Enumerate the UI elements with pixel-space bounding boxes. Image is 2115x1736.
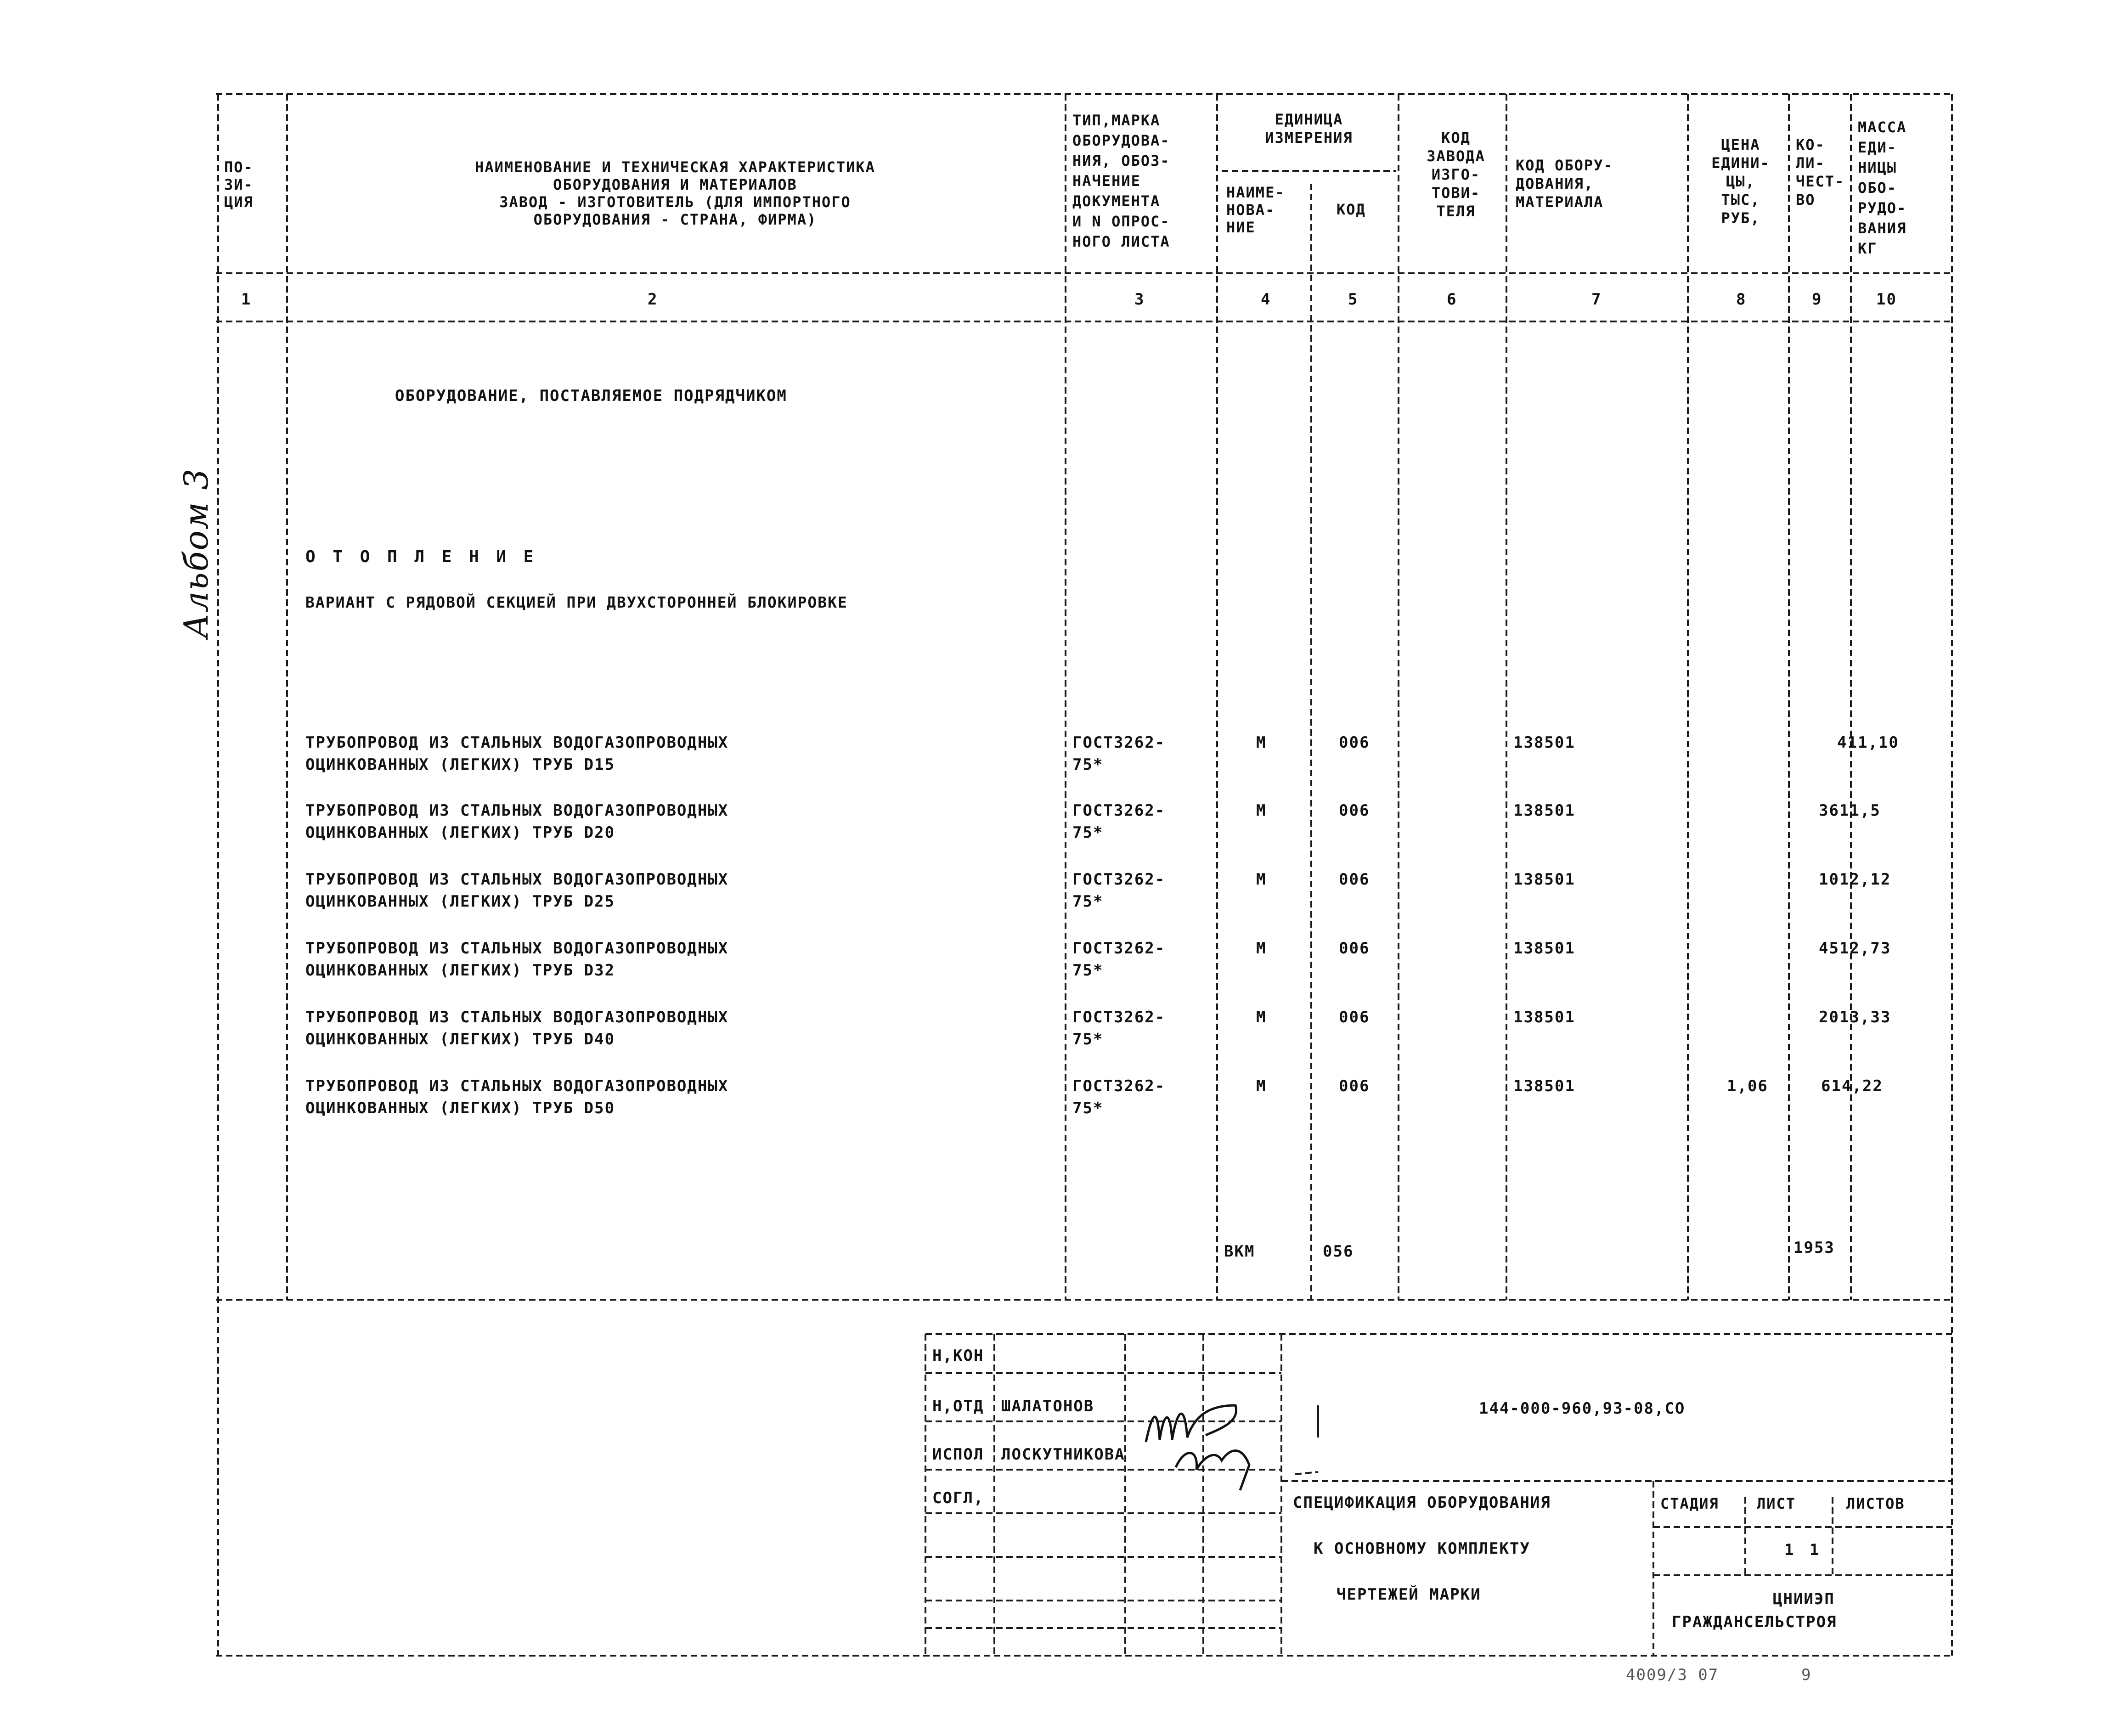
variant-line: ВАРИАНТ С РЯДОВОЙ СЕКЦИЕЙ ПРИ ДВУХСТОРОННЕЙ БЛОКИРОВКЕ bbox=[305, 593, 848, 611]
col-number-7: 7 bbox=[1591, 290, 1602, 309]
row-2-type-line2: 75* bbox=[1072, 823, 1104, 842]
header-unit-mass: МАССА ЕДИ- НИЦЫ ОБО- РУДО- ВАНИЯ КГ bbox=[1858, 118, 1907, 257]
section-title: ОБОРУДОВАНИЕ, ПОСТАВЛЯЕМОЕ ПОДРЯДЧИКОМ bbox=[395, 387, 787, 405]
total-code: 056 bbox=[1323, 1242, 1354, 1261]
row-6-type-line1: ГОСТ3262- bbox=[1072, 1077, 1166, 1095]
row-4-code: 006 bbox=[1339, 939, 1370, 958]
row-6-price: 1,06 bbox=[1727, 1077, 1768, 1095]
row-4-quantity: 4512,73 bbox=[1819, 939, 1891, 958]
row-5-type-line2: 75* bbox=[1072, 1030, 1104, 1048]
header-position: ПО- ЗИ- ЦИЯ bbox=[224, 158, 254, 211]
row-5-unit: М bbox=[1256, 1008, 1267, 1026]
stage-header: СТАДИЯ bbox=[1660, 1495, 1719, 1512]
row-1-type-line1: ГОСТ3262- bbox=[1072, 733, 1166, 752]
row-3-name-line2: ОЦИНКОВАННЫХ (ЛЕГКИХ) ТРУБ D25 bbox=[305, 892, 615, 911]
row-3-name-line1: ТРУБОПРОВОД ИЗ СТАЛЬНЫХ ВОДОГАЗОПРОВОДНЫХ bbox=[305, 870, 729, 889]
row-3-quantity: 1012,12 bbox=[1819, 870, 1891, 889]
header-unit-price: ЦЕНА ЕДИНИ- ЦЫ, ТЫС, РУБ, bbox=[1711, 136, 1770, 227]
row-3-type-line2: 75* bbox=[1072, 892, 1104, 911]
sheet-header: ЛИСТ bbox=[1757, 1495, 1796, 1512]
row-4-equipment-code: 138501 bbox=[1513, 939, 1575, 958]
organization-line1: ЦНИИЭП bbox=[1773, 1590, 1835, 1608]
row-2-quantity: 3611,5 bbox=[1819, 801, 1881, 820]
subsection-title: О Т О П Л Е Н И Е bbox=[305, 547, 537, 566]
col-number-3: 3 bbox=[1134, 290, 1145, 309]
row-6-unit: М bbox=[1256, 1077, 1267, 1095]
organization-line2: ГРАЖДАНСЕЛЬСТРОЯ bbox=[1672, 1613, 1837, 1631]
header-unit-code: КОД bbox=[1337, 201, 1366, 218]
stamp-name-2: ШАЛАТОНОВ bbox=[1001, 1397, 1094, 1415]
total-quantity: 1953 bbox=[1794, 1239, 1835, 1257]
col-number-4: 4 bbox=[1261, 290, 1271, 309]
stamp-role-3: ИСПОЛ bbox=[932, 1445, 984, 1464]
row-6-equipment-code: 138501 bbox=[1513, 1077, 1575, 1095]
row-2-name-line1: ТРУБОПРОВОД ИЗ СТАЛЬНЫХ ВОДОГАЗОПРОВОДНЫХ bbox=[305, 801, 729, 820]
row-2-code: 006 bbox=[1339, 801, 1370, 820]
row-3-equipment-code: 138501 bbox=[1513, 870, 1575, 889]
stamp-role-1: Н,КОН bbox=[932, 1347, 984, 1365]
row-1-equipment-code: 138501 bbox=[1513, 733, 1575, 752]
row-6-type-line2: 75* bbox=[1072, 1099, 1104, 1117]
sheets-header: ЛИСТОВ bbox=[1846, 1495, 1905, 1512]
header-unit-name: НАИМЕ- НОВА- НИЕ bbox=[1226, 184, 1285, 236]
row-1-name-line2: ОЦИНКОВАННЫХ (ЛЕГКИХ) ТРУБ D15 bbox=[305, 755, 615, 774]
album-side-label: Альбом 3 bbox=[177, 468, 215, 638]
row-6-name-line2: ОЦИНКОВАННЫХ (ЛЕГКИХ) ТРУБ D50 bbox=[305, 1099, 615, 1117]
sheets-value: 1 bbox=[1810, 1541, 1820, 1559]
sheet-value: 1 bbox=[1784, 1541, 1795, 1559]
document-code: 144-000-960,93-08,СО bbox=[1479, 1399, 1686, 1418]
col-number-10: 10 bbox=[1876, 290, 1897, 309]
col-number-2: 2 bbox=[648, 290, 658, 309]
doc-title-line2: К ОСНОВНОМУ КОМПЛЕКТУ bbox=[1314, 1539, 1530, 1558]
row-1-quantity: 411,10 bbox=[1837, 733, 1899, 752]
row-5-name-line2: ОЦИНКОВАННЫХ (ЛЕГКИХ) ТРУБ D40 bbox=[305, 1030, 615, 1048]
row-5-name-line1: ТРУБОПРОВОД ИЗ СТАЛЬНЫХ ВОДОГАЗОПРОВОДНЫХ bbox=[305, 1008, 729, 1026]
row-3-code: 006 bbox=[1339, 870, 1370, 889]
row-4-unit: М bbox=[1256, 939, 1267, 958]
row-5-equipment-code: 138501 bbox=[1513, 1008, 1575, 1026]
row-2-type-line1: ГОСТ3262- bbox=[1072, 801, 1166, 820]
row-6-code: 006 bbox=[1339, 1077, 1370, 1095]
row-4-type-line1: ГОСТ3262- bbox=[1072, 939, 1166, 958]
row-3-type-line1: ГОСТ3262- bbox=[1072, 870, 1166, 889]
row-1-code: 006 bbox=[1339, 733, 1370, 752]
header-name-description: НАИМЕНОВАНИЕ И ТЕХНИЧЕСКАЯ ХАРАКТЕРИСТИКА ОБОРУДОВАНИЯ И МАТЕРИАЛОВ ЗАВОД - ИЗГОТОВИТЕЛЬ (ДЛЯ ИМПОРТНОГО ОБОРУДОВАНИЯ - СТРАНА, ФИРМА) bbox=[475, 158, 875, 228]
header-type-mark: ТИП,МАРКА ОБОРУДОВА- НИЯ, ОБОЗ- НАЧЕНИЕ ДОКУМЕНТА И N ОПРОС- НОГО ЛИСТА bbox=[1072, 112, 1170, 250]
col-number-1: 1 bbox=[241, 290, 252, 309]
col-number-8: 8 bbox=[1736, 290, 1747, 309]
row-1-name-line1: ТРУБОПРОВОД ИЗ СТАЛЬНЫХ ВОДОГАЗОПРОВОДНЫХ bbox=[305, 733, 729, 752]
row-4-name-line2: ОЦИНКОВАННЫХ (ЛЕГКИХ) ТРУБ D32 bbox=[305, 961, 615, 980]
row-5-quantity: 2013,33 bbox=[1819, 1008, 1891, 1026]
header-quantity: КО- ЛИ- ЧЕСТ- ВО bbox=[1796, 136, 1845, 209]
row-4-type-line2: 75* bbox=[1072, 961, 1104, 980]
col-number-6: 6 bbox=[1447, 290, 1457, 309]
footer-note: 4009/3 07 9 bbox=[1626, 1666, 1812, 1684]
stamp-role-2: Н,ОТД bbox=[932, 1397, 984, 1415]
header-equipment-code: КОД ОБОРУ- ДОВАНИЯ, МАТЕРИАЛА bbox=[1516, 157, 1613, 211]
header-manufacturer-code: КОД ЗАВОДА ИЗГО- ТОВИ- ТЕЛЯ bbox=[1427, 129, 1485, 220]
col-number-5: 5 bbox=[1348, 290, 1359, 309]
col-number-9: 9 bbox=[1812, 290, 1822, 309]
row-2-name-line2: ОЦИНКОВАННЫХ (ЛЕГКИХ) ТРУБ D20 bbox=[305, 823, 615, 842]
row-5-type-line1: ГОСТ3262- bbox=[1072, 1008, 1166, 1026]
stamp-role-4: СОГЛ, bbox=[932, 1489, 984, 1507]
stamp-name-3: ЛОСКУТНИКОВА bbox=[1001, 1445, 1125, 1464]
row-3-unit: М bbox=[1256, 870, 1267, 889]
header-unit-of-measure: ЕДИНИЦА ИЗМЕРЕНИЯ bbox=[1265, 111, 1353, 147]
row-6-name-line1: ТРУБОПРОВОД ИЗ СТАЛЬНЫХ ВОДОГАЗОПРОВОДНЫХ bbox=[305, 1077, 729, 1095]
row-4-name-line1: ТРУБОПРОВОД ИЗ СТАЛЬНЫХ ВОДОГАЗОПРОВОДНЫХ bbox=[305, 939, 729, 958]
total-unit: ВКМ bbox=[1224, 1242, 1255, 1261]
row-6-quantity: 614,22 bbox=[1821, 1077, 1883, 1095]
row-2-unit: М bbox=[1256, 801, 1267, 820]
row-5-code: 006 bbox=[1339, 1008, 1370, 1026]
row-2-equipment-code: 138501 bbox=[1513, 801, 1575, 820]
row-1-type-line2: 75* bbox=[1072, 755, 1104, 774]
doc-title-line3: ЧЕРТЕЖЕЙ МАРКИ bbox=[1337, 1585, 1481, 1604]
doc-title-line1: СПЕЦИФИКАЦИЯ ОБОРУДОВАНИЯ bbox=[1293, 1494, 1551, 1512]
row-1-unit: М bbox=[1256, 733, 1267, 752]
